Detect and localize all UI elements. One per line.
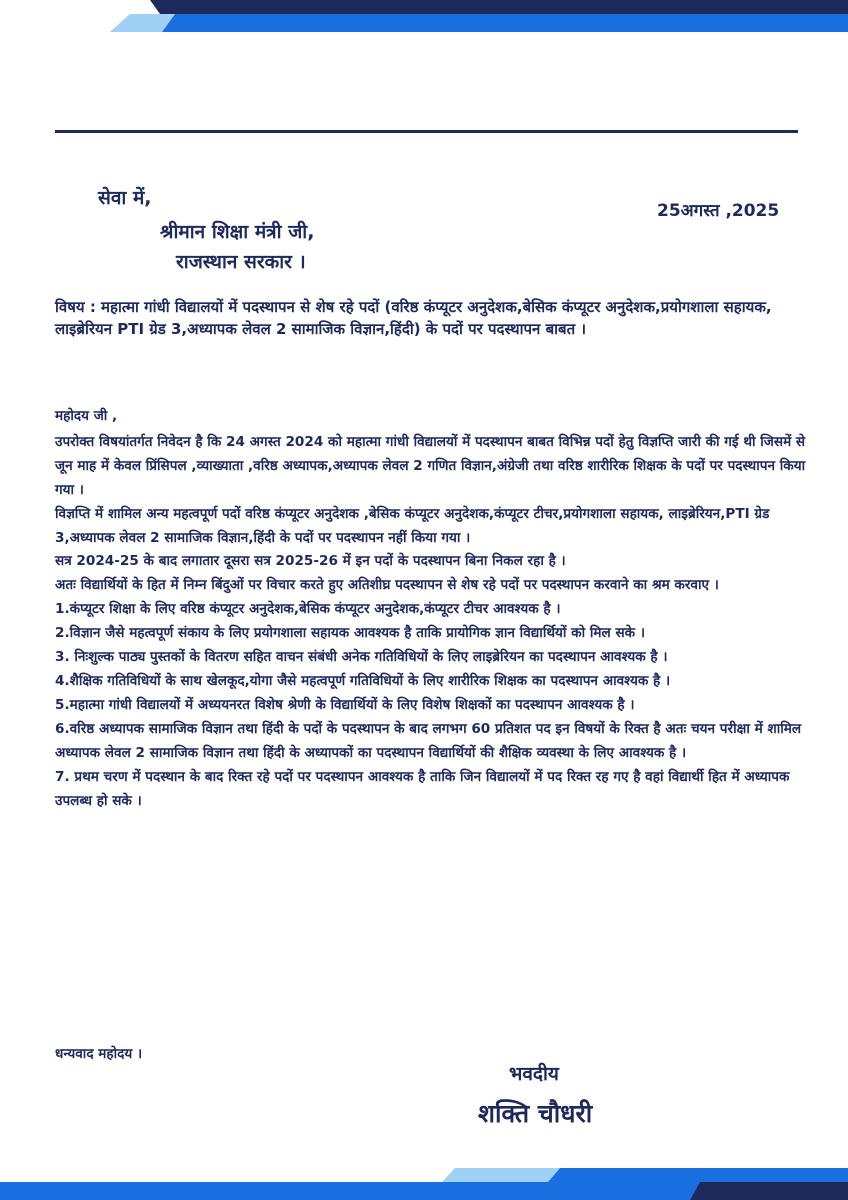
header-rule — [55, 130, 798, 133]
body-paragraph: अतः विद्यार्थियों के हित में निम्न बिंदुओं पर विचार करते हुए अतिशीघ्र पदस्थापन से शेष रहे पदों पर पदस्थापन करवाने का श्रम करवाए । — [55, 577, 719, 594]
letter-body — [55, 405, 825, 813]
point-3: 3. निःशुल्क पाठ्य पुस्तकों के वितरण सहित वाचन संबंधी अनेक गतिविधियों के लिए लाइब्रेरियन का पदस्थापन आवश्यक है । — [55, 649, 668, 666]
point-7: 7. प्रथम चरण में पदस्थान के बाद रिक्त रहे पदों पर पदस्थापन आवश्यक है ताकि जिन विद्यालयों में पद रिक्त रह गए है वहां विद्यार्थी हित में अध्यापक उपलब्ध हो सके । — [55, 768, 790, 809]
point-4: 4.शैक्षिक गतिविधियों के साथ खेलकूद,योगा जैसे महत्वपूर्ण गतिविधियों के लिए शारीरिक शिक्षक का पदस्थापन आवश्यक है । — [55, 672, 671, 689]
body-paragraph: विज्ञप्ति में शामिल अन्य महत्वपूर्ण पदों वरिष्ठ कंप्यूटर अनुदेशक ,बेसिक कंप्यूटर अनुदेशक,कंप्यूटर टीचर,प्रयोगशाला सहायक, लाइब्रेरियन,PTI ग्रेड 3,अध्यापक लेवल 2 सामाजिक विज्ञान,हिंदी के पदों पर पदस्थापन नहीं किया गया । — [55, 505, 770, 546]
closing-word: भवदीय — [509, 1063, 559, 1085]
body-paragraph: उपरोक्त विषयांतर्गत निवेदन है कि 24 अगस्त 2024 को महात्मा गांधी विद्यालयों में पदस्थापन बाबत विभिन्न पदों हेतु विज्ञप्ति जारी की गई थी जिसमें से जून माह में केवल प्रिंसिपल ,व्याख्याता ,वरिष्ठ अध्यापक,अध्यापक लेवल 2 गणित विज्ञान,अंग्रेजी तथा वरिष्ठ शारीरिक शिक्षक के पदों पर पदस्थापन किया गया । — [55, 433, 806, 498]
body-paragraph: सत्र 2024-25 के बाद लगातार दूसरा सत्र 2025-26 में इन पदों के पदस्थापन बिना निकल रहा है । — [55, 553, 566, 570]
salutation: महोदय जी , — [55, 408, 118, 424]
top-decorative-band — [0, 0, 848, 32]
recipient-line-2: श्रीमान शिक्षा मंत्री जी, — [160, 221, 315, 243]
point-6: 6.वरिष्ठ अध्यापक सामाजिक विज्ञान तथा हिंदी के पदों के पदस्थापन के बाद लगभग 60 प्रतिशत पद इन विषयों के रिक्त है अतः चयन परीक्षा में शामिल अध्यापक लेवल 2 सामाजिक विज्ञान तथा हिंदी के अध्यापकों का पदस्थापन विद्यार्थियों की शैक्षिक व्यवस्था के लिए आवश्यक है । — [55, 720, 802, 761]
thanks-line: धन्यवाद महोदय । — [55, 1046, 143, 1062]
point-2: 2.विज्ञान जैसे महत्वपूर्ण संकाय के लिए प्रयोगशाला सहायक आवश्यक है ताकि प्रायोगिक ज्ञान विद्यार्थियों को मिल सके । — [55, 625, 645, 642]
recipient-line-3: राजस्थान सरकार । — [176, 251, 306, 273]
letter-date: 25अगस्त ,2025 — [657, 201, 780, 221]
point-1: 1.कंप्यूटर शिक्षा के लिए वरिष्ठ कंप्यूटर अनुदेशक,बेसिक कंप्यूटर अनुदेशक,कंप्यूटर टीचर आवश्यक है । — [55, 601, 561, 618]
bottom-decorative-band — [0, 1168, 848, 1200]
recipient-line-1: सेवा में, — [98, 187, 152, 209]
point-5: 5.महात्मा गांधी विद्यालयों में अध्ययनरत विशेष श्रेणी के विद्यार्थियों के लिए विशेष शिक्षकों का पदस्थापन आवश्यक है । — [55, 696, 635, 713]
subject-line: विषय : महात्मा गांधी विद्यालयों में पदस्थापन से शेष रहे पदों (वरिष्ठ कंप्यूटर अनुदेशक,बेसिक कंप्यूटर अनुदेशक,प्रयोगशाला सहायक, लाइब्रेरियन PTI ग्रेड 3,अध्यापक लेवल 2 सामाजिक विज्ञान,हिंदी) के पदों पर पदस्थापन बाबत । — [55, 298, 772, 338]
signer-name: शक्ति चौधरी — [478, 1099, 593, 1128]
